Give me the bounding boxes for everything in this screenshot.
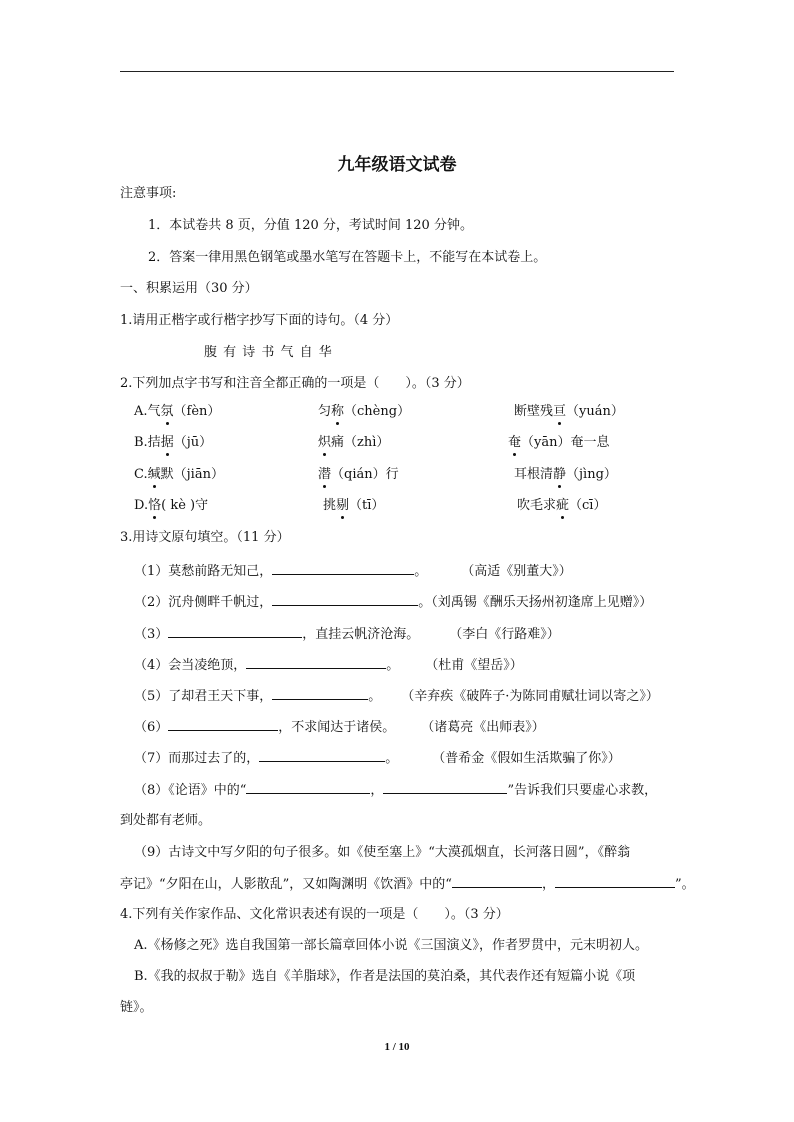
- fill-item-4: （4）会当凌绝顶， 。 （杜甫《望岳》）: [134, 658, 523, 673]
- fill-item-3: （3） ，直挂云帆济沧海。 （李白《行路难》）: [134, 627, 560, 642]
- poem-line: 腹 有 诗 书 气 自 华: [204, 345, 333, 360]
- answer-blank[interactable]: [383, 781, 507, 794]
- answer-blank[interactable]: [452, 875, 542, 888]
- dotted-char: 称: [331, 404, 345, 419]
- fill-item-6: （6） ，不求闻达于诸侯。 （诸葛亮《出师表》）: [134, 720, 545, 735]
- answer-blank[interactable]: [272, 687, 368, 700]
- dotted-char: 据: [160, 435, 174, 450]
- dotted-char: 氛: [160, 404, 174, 419]
- answer-blank[interactable]: [246, 656, 386, 669]
- dotted-char: 潜: [318, 467, 332, 482]
- fill-item-1: （1）莫愁前路无知己， 。 （高适《别董大》）: [134, 564, 572, 579]
- notice-item-2: 2．答案一律用黑色钢笔或墨水笔写在答题卡上，不能写在本试卷上。: [148, 250, 547, 265]
- dotted-char: 剔: [336, 498, 350, 513]
- question-3: 3.用诗文原句填空。（11 分）: [120, 530, 290, 545]
- dotted-char: 静: [553, 467, 567, 482]
- dotted-char: 炽: [318, 435, 332, 450]
- notice-item-1: 1．本试卷共 8 页，分值 120 分，考试时间 120 分钟。: [148, 218, 473, 233]
- answer-blank[interactable]: [555, 875, 675, 888]
- notice-heading: 注意事项:: [120, 186, 177, 201]
- page-number: 1 / 10: [384, 1041, 410, 1053]
- fill-item-2: （2）沉舟侧畔千帆过， 。（刘禹锡《酬乐天扬州初逢席上见赠》）: [134, 595, 653, 610]
- fill-item-9: （9）古诗文中写夕阳的句子很多。如《使至塞上》“大漠孤烟直，长河落日圆”，《醉翁: [134, 845, 631, 860]
- fill-item-7: （7）而那过去了的， 。 （普希金《假如生活欺骗了你》）: [134, 751, 621, 766]
- dotted-char: 亘: [553, 404, 567, 419]
- q4-option-b: B.《我的叔叔于勒》选自《羊脂球》，作者是法国的莫泊桑，其代表作还有短篇小说《项: [134, 969, 636, 984]
- answer-blank[interactable]: [259, 749, 385, 762]
- answer-blank[interactable]: [168, 625, 302, 638]
- q4-option-b-cont: 链》。: [120, 1000, 153, 1015]
- dotted-char: 奄: [508, 435, 522, 450]
- dotted-char: 疵: [556, 498, 570, 513]
- answer-blank[interactable]: [246, 781, 370, 794]
- header-rule: [120, 71, 674, 72]
- answer-blank[interactable]: [168, 718, 278, 731]
- fill-item-5: （5）了却君王天下事， 。 （辛弃疾《破阵子·为陈同甫赋壮词以寄之》）: [134, 689, 659, 704]
- dotted-char: 缄: [147, 467, 161, 482]
- section-heading: 一、积累运用（30 分）: [120, 281, 258, 296]
- answer-blank[interactable]: [272, 593, 418, 606]
- q4-option-a: A.《杨修之死》选自我国第一部长篇章回体小说《三国演义》，作者罗贯中，元末明初人。: [134, 938, 649, 953]
- fill-item-9-cont: 亭记》“夕阳在山，人影散乱”，又如陶渊明《饮酒》中的“ ， ”。: [120, 877, 695, 892]
- question-1: 1.请用正楷字或行楷字抄写下面的诗句。（4 分）: [120, 313, 399, 328]
- question-2: 2.下列加点字书写和注音全都正确的一项是（ ）。（3 分）: [120, 376, 470, 391]
- fill-item-8: （8）《论语》中的“ ， ”告诉我们只要虚心求教，: [134, 783, 658, 798]
- dotted-char: 恪: [148, 498, 162, 513]
- question-4: 4.下列有关作家作品、文化常识表述有误的一项是（ ）。（3 分）: [120, 907, 509, 922]
- answer-blank[interactable]: [272, 562, 414, 575]
- fill-item-8-cont: 到处都有老师。: [120, 813, 212, 828]
- page-title: 九年级语文试卷: [337, 155, 457, 175]
